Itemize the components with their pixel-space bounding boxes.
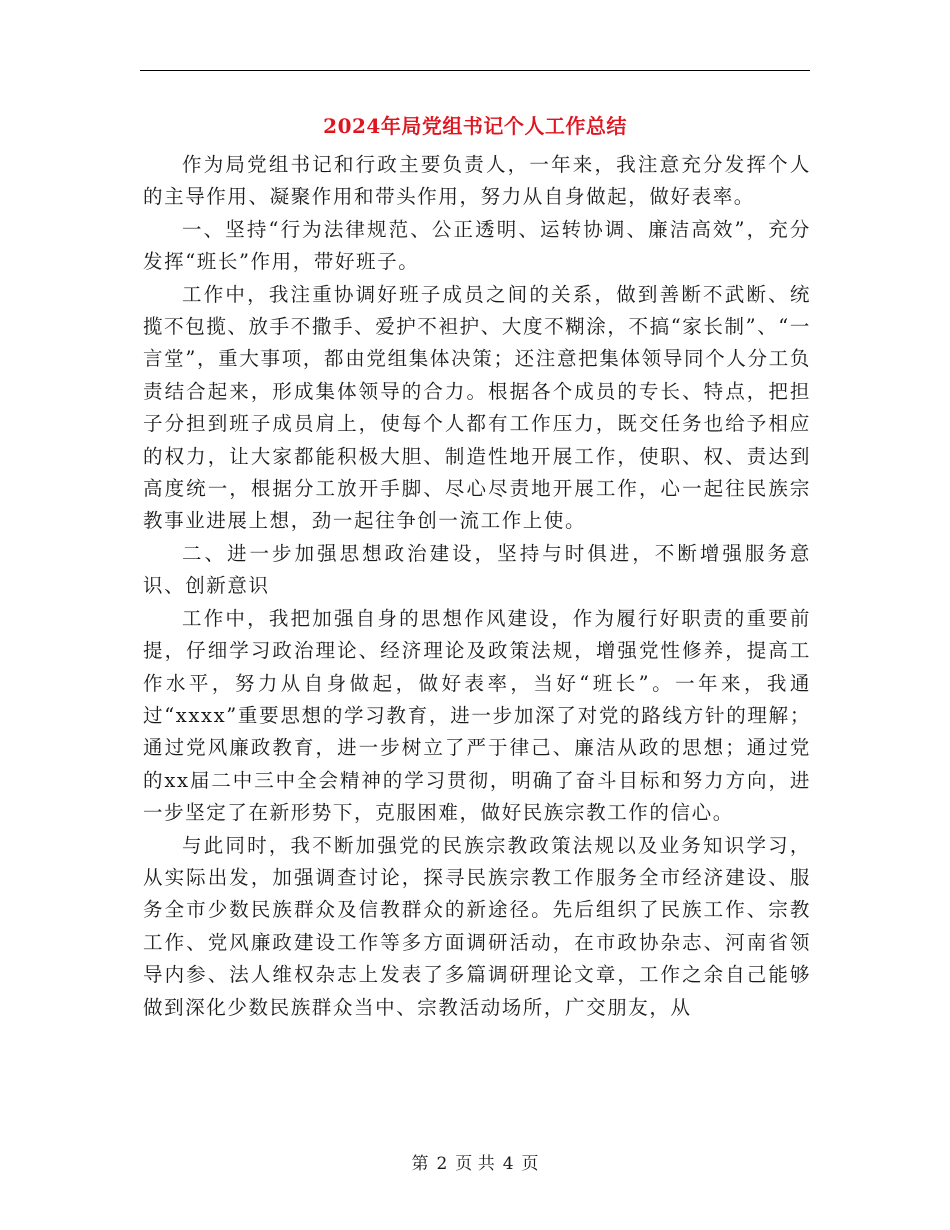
paragraph-team-coordination: 工作中，我注重协调好班子成员之间的关系，做到善断不武断、统揽不包揽、放手不撒手、爱护不袒护、大度不糊涂，不搞“家长制”、“一言堂”，重大事项，都由党组集体决策；还注意把集体领导同个人分工负责结合起来，形成集体领导的合力。根据各个成员的专长、特点，把担子分担到班子成员肩上，使每个人都有工作压力，既交任务也给予相应的权力，让大家都能积极大胆、制造性地开展工作，使职、权、责达到高度统一，根据分工放开手脚、尽心尽责地开展工作，心一起往民族宗教事业进展上想，劲一起往争创一流工作上使。 bbox=[143, 282, 811, 533]
paragraph-policy-research: 与此同时，我不断加强党的民族宗教政策法规以及业务知识学习，从实际出发，加强调查讨论，探寻民族宗教工作服务全市经济建设、服务全市少数民族群众及信教群众的新途径。先后组织了民族工作、宗教工作、党风廉政建设工作等多方面调研活动，在市政协杂志、河南省领导内参、法人维权杂志上发表了多篇调研理论文章，工作之余自己能够做到深化少数民族群众当中、宗教活动场所，广交朋友，从 bbox=[143, 833, 811, 1019]
page-footer bbox=[0, 1150, 950, 1178]
footer-prefix: 第 bbox=[411, 1154, 429, 1174]
footer-suffix: 页 bbox=[521, 1154, 539, 1174]
document-body bbox=[143, 149, 811, 1024]
section-heading-2: 二、进一步加强思想政治建设，坚持与时俱进，不断增强服务意识、创新意识 bbox=[143, 541, 811, 598]
paragraph-political-study: 工作中，我把加强自身的思想作风建设，作为履行好职责的重要前提，仔细学习政治理论、经济理论及政策法规，增强党性修养，提高工作水平，努力从自身做起，做好表率，当好“班长”。一年来，我通过“xxxx”重要思想的学习教育，进一步加深了对党的路线方针的理解；通过党风廉政教育，进一步树立了严于律己、廉洁从政的思想；通过党的xx届二中三中全会精神的学习贯彻，明确了奋斗目标和努力方向，进一步坚定了在新形势下，克服困难，做好民族宗教工作的信心。 bbox=[143, 606, 811, 825]
header-rule bbox=[140, 70, 810, 71]
document-title: 2024年局党组书记个人工作总结 bbox=[323, 114, 627, 138]
footer-middle: 页 共 bbox=[455, 1154, 495, 1174]
footer-page-total: 4 bbox=[502, 1154, 514, 1174]
paragraph-intro: 作为局党组书记和行政主要负责人，一年来，我注意充分发挥个人的主导作用、凝聚作用和带头作用，努力从自身做起，做好表率。 bbox=[143, 153, 811, 209]
footer-page-current: 2 bbox=[436, 1154, 448, 1174]
section-heading-1: 一、坚持“行为法律规范、公正透明、运转协调、廉洁高效”，充分发挥“班长”作用，带好班子。 bbox=[143, 217, 811, 274]
